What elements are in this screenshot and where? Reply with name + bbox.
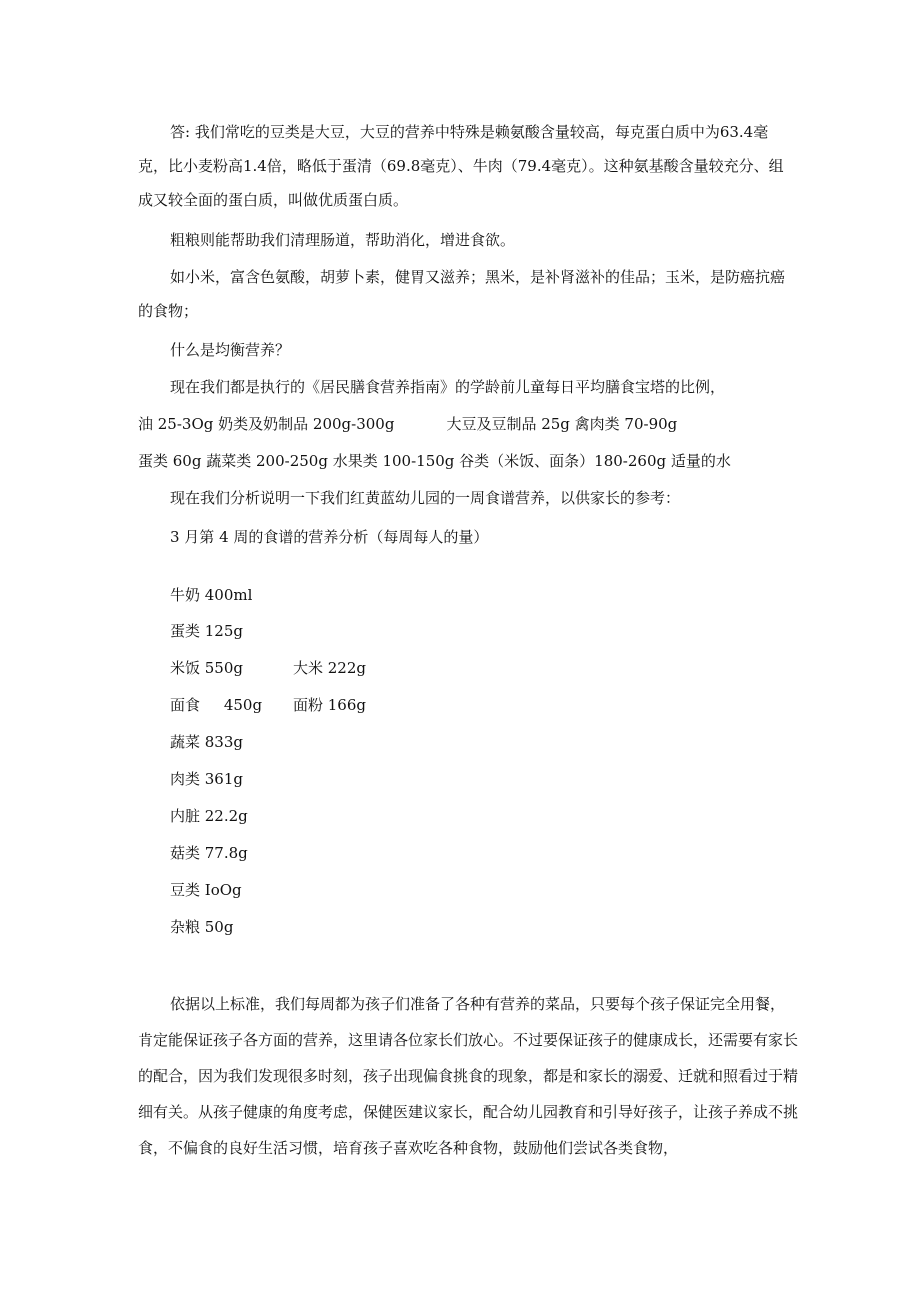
nutrition-item-detail: 面粉 166g	[293, 696, 367, 714]
nutrition-item	[170, 658, 367, 678]
paragraph-soy-protein: 答: 我们常吃的豆类是大豆，大豆的营养中特殊是赖氨酸含量较高，每克蛋白质中为63.4毫克，比小麦粉高1.4倍，略低于蛋清（69.8毫克）、牛肉（79.4毫克）。这种氨基酸含量较充分、组成又较全面的蛋白质，叫做优质蛋白质。	[138, 123, 784, 209]
nutrition-item-label: 米饭 550g	[170, 659, 244, 677]
nutrition-item-label: 面食 450g	[170, 696, 263, 714]
nutrition-item-label: 蔬菜 833g	[170, 733, 244, 751]
nutrition-item	[170, 880, 242, 900]
nutrition-item	[170, 621, 243, 641]
ratio-line-1-part-b: 大豆及豆制品 25g 禽肉类 70-90g	[446, 415, 678, 433]
nutrition-item-label: 豆类 IoOg	[170, 881, 242, 899]
nutrition-item-label: 肉类 361g	[170, 770, 244, 788]
nutrition-item	[170, 732, 243, 752]
nutrition-item	[170, 843, 248, 863]
nutrition-item-detail: 大米 222g	[293, 659, 367, 677]
nutrition-item-label: 蛋类 125g	[170, 622, 244, 640]
nutrition-item	[170, 769, 243, 789]
nutrition-item	[170, 806, 248, 826]
ratio-line-1-part-a: 油 25-3Og 奶类及奶制品 200g-300g	[138, 415, 395, 433]
paragraph-ratio-line-1	[138, 407, 798, 441]
paragraph-coarse-grains: 粗粮则能帮助我们清理肠道，帮助消化，增进食欲。	[170, 231, 516, 249]
nutrition-item-label: 杂粮 50g	[170, 918, 234, 936]
paragraph-question: 什么是均衡营养？	[170, 341, 291, 359]
paragraph-analysis-title: 3 月第 4 周的食谱的营养分析（每周每人的量）	[170, 528, 489, 546]
nutrition-item-label: 牛奶 400ml	[170, 586, 253, 604]
nutrition-item-label: 内脏 22.2g	[170, 807, 248, 825]
nutrition-item	[170, 917, 233, 937]
paragraph-conclusion: 依据以上标准，我们每周都为孩子们准备了各种有营养的菜品，只要每个孩子保证完全用餐，肯定能保证孩子各方面的营养，这里请各位家长们放心。不过要保证孩子的健康成长，还需要有家长的配合，因为我们发现很多时刻，孩子出现偏食挑食的现象，都是和家长的溺爱、迁就和照看过于精细有关。从孩子健康的角度考虑，保健医建议家长，配合幼儿园教育和引导好孩子，让孩子养成不挑食，不偏食的良好生活习惯，培育孩子喜欢吃各种食物，鼓励他们尝试各类食物，	[138, 995, 799, 1157]
paragraph-menu-intro: 现在我们分析说明一下我们红黄蓝幼儿园的一周食谱营养，以供家长的参考：	[170, 489, 681, 507]
nutrition-item-label: 菇类 77.8g	[170, 844, 248, 862]
paragraph-grain-examples: 如小米，富含色氨酸，胡萝卜素，健胃又滋养；黑米，是补肾滋补的佳品；玉米，是防癌抗癌的食物；	[138, 268, 786, 320]
paragraph-ratio-line-2: 蛋类 60g 蔬菜类 200-250g 水果类 100-150g 谷类（米饭、面条）180-260g 适量的水	[138, 452, 731, 470]
paragraph-guideline: 现在我们都是执行的《居民膳食营养指南》的学龄前儿童每日平均膳食宝塔的比例，	[170, 378, 726, 396]
nutrition-item	[170, 585, 252, 605]
nutrition-item	[170, 695, 367, 715]
